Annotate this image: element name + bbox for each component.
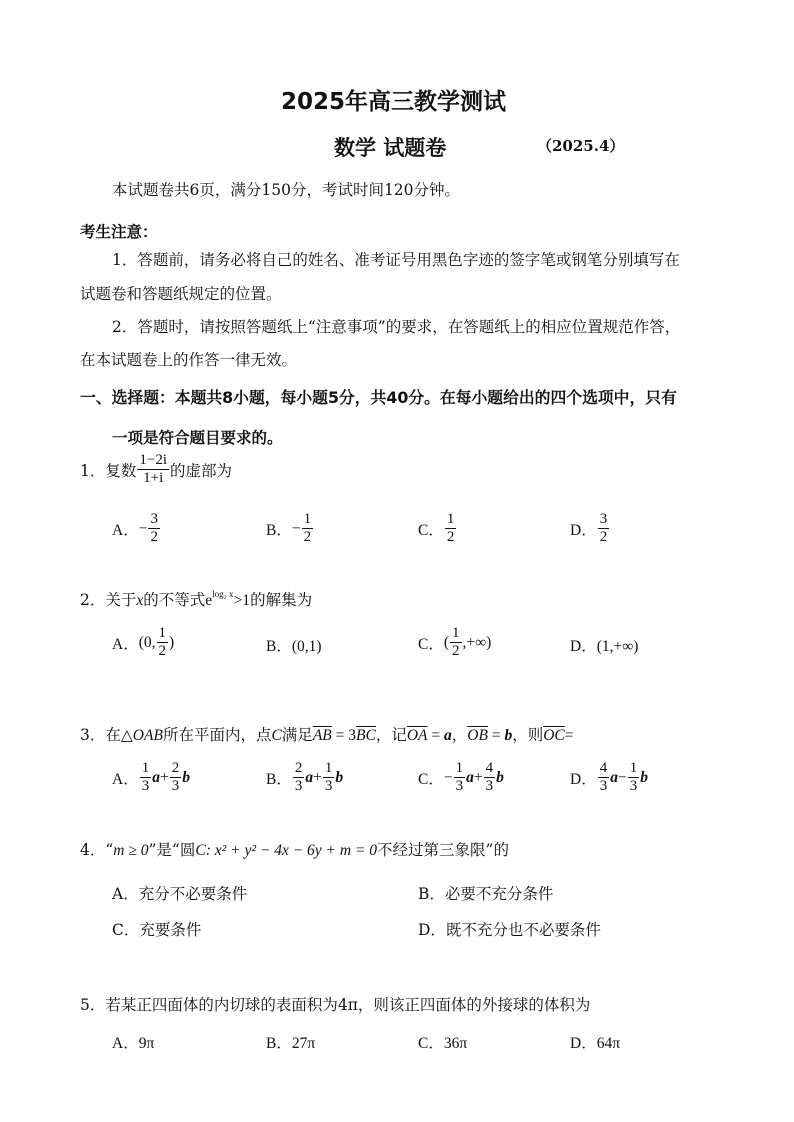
q2-a-num: 1 xyxy=(157,625,169,643)
question-3-stem xyxy=(80,723,574,745)
q3-eq1: = 3 xyxy=(331,727,356,744)
q1-c-fraction xyxy=(445,511,457,547)
q2-c-fraction xyxy=(450,625,462,661)
q3-c-minus: − xyxy=(443,768,453,786)
q3-c-vec-b: b xyxy=(496,768,504,786)
q5-c-value: 36π xyxy=(443,1035,468,1052)
q1-fraction-den: 1+i xyxy=(143,470,164,487)
q5-option-d xyxy=(570,1031,620,1053)
q3-a-plus: + xyxy=(159,768,169,786)
question-5-stem: 5．若某正四面体的内切球的表面积为4π，则该正四面体的外接球的体积为 xyxy=(80,996,591,1014)
q3-triangle: OAB xyxy=(132,727,163,744)
q3-a-frac1-den: 3 xyxy=(141,778,150,795)
q1-fraction-num: 1−2i xyxy=(137,452,169,470)
q3-c-frac2-num: 4 xyxy=(484,760,496,778)
q4-option-a: A．充分不必要条件 xyxy=(112,885,248,903)
q2-c-close: ,+∞) xyxy=(462,633,492,651)
q1-b-label: B． xyxy=(266,521,292,539)
q1-suffix: 的虚部为 xyxy=(170,461,233,480)
q1-d-num: 3 xyxy=(598,511,610,529)
q2-b-text: (0,1) xyxy=(291,638,322,655)
q3-c-label: C． xyxy=(418,770,444,788)
q3-b-frac2-den: 3 xyxy=(324,778,333,795)
intro-text: 本试题卷共6页，满分150分，考试时间120分钟。 xyxy=(112,181,461,199)
q3-eq4: = xyxy=(564,727,574,744)
q1-d-fraction xyxy=(598,511,610,547)
q3-c-plus: + xyxy=(473,768,483,786)
q3-d-frac1 xyxy=(598,760,610,796)
q2-ineq: >1 xyxy=(233,592,251,609)
q3-c-frac1-den: 3 xyxy=(455,778,464,795)
q3-a-frac1 xyxy=(140,760,152,796)
q1-a-den: 2 xyxy=(150,529,158,546)
q5-c-label: C． xyxy=(418,1035,444,1052)
q3-a-frac2-num: 2 xyxy=(170,760,182,778)
q2-c-open: ( xyxy=(443,633,450,651)
q3-vec-ab: $\overline{AB}$ xyxy=(312,727,332,744)
q3-c-frac1 xyxy=(454,760,466,796)
q2-prefix: 2．关于 xyxy=(80,591,137,609)
q1-a-label: A． xyxy=(112,521,139,539)
q4-circle-equation: C: x² + y² − 4x − 6y + m = 0 xyxy=(195,842,378,859)
q3-d-vec-a: a xyxy=(610,768,618,786)
q3-a-frac1-num: 1 xyxy=(140,760,152,778)
q2-c-label: C． xyxy=(418,635,444,653)
q1-c-label: C． xyxy=(418,521,444,539)
q2-exp: log₂ x xyxy=(212,589,234,599)
q4-suffix: 不经过第三象限”的 xyxy=(377,841,509,859)
q2-a-open: (0, xyxy=(138,633,156,651)
q4-option-d: D．既不充分也不必要条件 xyxy=(418,921,601,939)
q3-vec-oa: $\overline{OA}$ xyxy=(406,727,428,744)
q5-option-a xyxy=(112,1031,154,1053)
q2-c-num: 1 xyxy=(450,625,462,643)
q4-option-c: C．充要条件 xyxy=(112,921,202,939)
q5-b-label: B． xyxy=(266,1035,292,1052)
q1-c-num: 1 xyxy=(445,511,457,529)
q2-c-den: 2 xyxy=(452,643,460,660)
q2-mid: 的不等式 xyxy=(143,591,206,609)
notice-item-1-line-1: 1．答题前，请务必将自己的姓名、准考证号用黑色字迹的签字笔或钢笔分别填写在 xyxy=(112,251,680,269)
q1-prefix: 1．复数 xyxy=(80,461,137,480)
q2-d-label: D． xyxy=(570,638,597,655)
q3-a: a xyxy=(444,727,452,744)
q3-prefix: 3．在△ xyxy=(80,726,133,744)
q3-t5: ，则 xyxy=(512,726,544,744)
q3-d-frac2 xyxy=(628,760,640,796)
q3-d-frac2-num: 1 xyxy=(628,760,640,778)
q5-a-label: A． xyxy=(112,1035,139,1052)
q3-a-frac2-den: 3 xyxy=(171,778,180,795)
q3-d-frac2-den: 3 xyxy=(629,778,638,795)
section-1-heading-line-2: 一项是符合题目要求的。 xyxy=(112,429,283,447)
q5-b-value: 27π xyxy=(291,1035,316,1052)
q3-d-frac1-den: 3 xyxy=(599,778,608,795)
q1-d-label: D． xyxy=(570,521,597,539)
q2-var: x xyxy=(136,592,144,609)
q3-vec-ob: $\overline{OB}$ xyxy=(467,727,488,744)
q1-fraction xyxy=(137,452,169,488)
q3-b-vec-b: b xyxy=(335,768,344,786)
q2-a-fraction xyxy=(157,625,169,661)
q4-mid: ”是“圆 xyxy=(148,841,196,859)
q4-option-b: B．必要不充分条件 xyxy=(418,885,554,903)
q2-a-label: A． xyxy=(112,635,139,653)
q1-option-b xyxy=(266,511,314,547)
q3-t3: ，记 xyxy=(375,726,407,744)
q3-b-label: B． xyxy=(266,770,292,788)
q4-prefix: 4．“ xyxy=(80,841,114,859)
q3-eq2: = xyxy=(427,727,444,744)
q3-vec-bc: $\overline{BC}$ xyxy=(356,727,376,744)
q3-b-frac2-num: 1 xyxy=(323,760,335,778)
q3-option-c xyxy=(418,760,504,796)
q1-c-den: 2 xyxy=(446,529,455,546)
notice-item-2-line-2: 在本试题卷上的作答一律无效。 xyxy=(80,351,298,369)
q3-c-vec-a: a xyxy=(466,768,474,786)
q1-b-den: 2 xyxy=(303,529,312,546)
q3-vec-oc: $\overline{OC}$ xyxy=(543,727,565,744)
section-1-heading-line-1: 一、选择题：本题共8小题，每小题5分，共40分。在每小题给出的四个选项中，只有 xyxy=(80,388,677,407)
page-subtitle: 数学 试题卷 xyxy=(334,136,447,160)
q3-b-frac1-den: 3 xyxy=(294,778,303,795)
notice-item-2-line-1: 2．答题时，请按照答题纸上“注意事项”的要求，在答题纸上的相应位置规范作答， xyxy=(112,318,681,336)
q3-a-vec-a: a xyxy=(152,768,160,786)
q5-d-value: 64π xyxy=(596,1035,621,1052)
q3-t1: 所在平面内，点 xyxy=(162,726,272,744)
q3-b-plus: + xyxy=(313,768,322,786)
q1-a-num: 3 xyxy=(148,511,160,529)
q2-option-d xyxy=(570,634,638,656)
q3-d-minus: − xyxy=(617,768,627,786)
q3-t4: ， xyxy=(451,726,468,744)
q3-b-frac1-num: 2 xyxy=(293,760,305,778)
q3-a-vec-b: b xyxy=(182,768,190,786)
q5-a-value: 9π xyxy=(138,1035,155,1052)
notice-item-1-line-2: 试题卷和答题纸规定的位置。 xyxy=(80,285,282,303)
q2-a-den: 2 xyxy=(158,643,166,660)
page-title: 2025年高三教学测试 xyxy=(281,89,507,115)
question-2-stem xyxy=(80,588,312,610)
q2-d-text: (1,+∞) xyxy=(596,638,639,655)
q3-a-frac2 xyxy=(170,760,182,796)
q3-option-b xyxy=(266,760,343,796)
q3-c-frac2 xyxy=(484,760,496,796)
q3-d-vec-b: b xyxy=(640,768,648,786)
q3-c-frac2-den: 3 xyxy=(485,778,494,795)
q1-d-den: 2 xyxy=(599,529,608,546)
exam-date: （2025.4） xyxy=(537,137,625,155)
q3-b-vec-a: a xyxy=(305,768,314,786)
q5-option-b xyxy=(266,1031,315,1053)
q2-suffix: 的解集为 xyxy=(250,591,313,609)
q3-t2: 满足 xyxy=(281,726,313,744)
q2-b-label: B． xyxy=(266,638,292,655)
q3-b: b xyxy=(504,727,513,744)
q2-a-close: ) xyxy=(169,633,175,651)
question-1-stem xyxy=(80,452,232,488)
q1-b-fraction xyxy=(302,511,314,547)
q3-d-frac1-num: 4 xyxy=(598,760,610,778)
q5-d-label: D． xyxy=(570,1035,597,1052)
q1-option-a xyxy=(112,511,161,547)
q1-b-num: 1 xyxy=(302,511,314,529)
q2-e: e xyxy=(205,592,213,609)
question-4-stem xyxy=(80,838,509,860)
q4-condition: m ≥ 0 xyxy=(113,842,149,859)
q1-option-c xyxy=(418,511,457,547)
q1-a-fraction xyxy=(148,511,160,547)
q3-option-d xyxy=(570,760,648,796)
q3-point: C xyxy=(271,727,282,744)
q1-a-sign: − xyxy=(138,519,148,537)
q3-c-frac1-num: 1 xyxy=(454,760,466,778)
notice-heading: 考生注意： xyxy=(80,223,158,241)
q3-b-frac1 xyxy=(293,760,305,796)
q2-option-a xyxy=(112,625,174,661)
q5-option-c xyxy=(418,1031,467,1053)
q3-option-a xyxy=(112,760,190,796)
q2-option-b xyxy=(266,634,322,656)
q3-b-frac2 xyxy=(323,760,335,796)
q3-eq3: = xyxy=(487,727,505,744)
q3-d-label: D． xyxy=(570,770,597,788)
q3-a-label: A． xyxy=(112,770,139,788)
q1-option-d xyxy=(570,511,610,547)
q1-b-sign: − xyxy=(291,519,301,537)
q2-option-c xyxy=(418,625,491,661)
